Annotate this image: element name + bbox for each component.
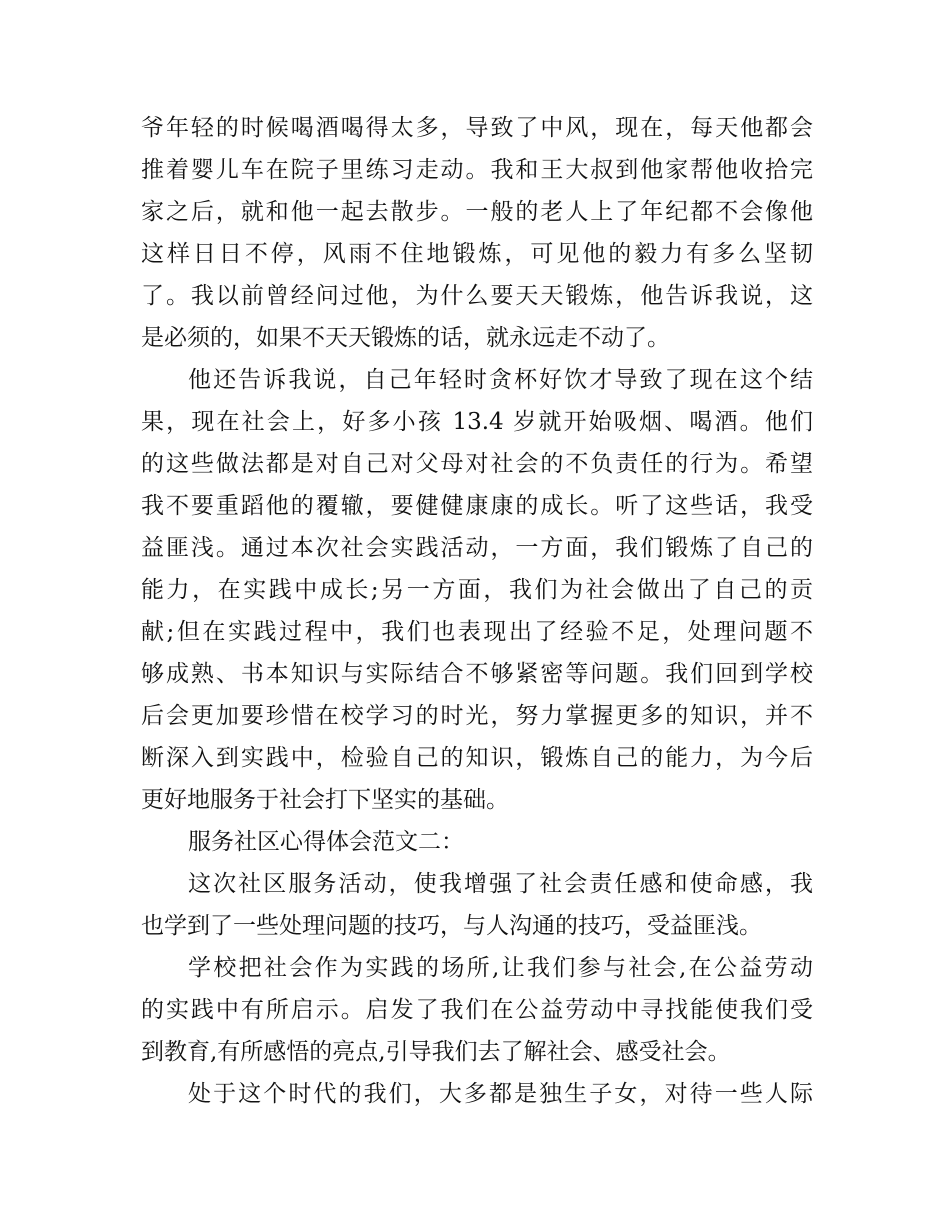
- text-line: 够成熟、书本知识与实际结合不够紧密等问题。我们回到学校: [141, 661, 813, 687]
- text-line: 学校把社会作为实践的场所,让我们参与社会,在公益劳动: [188, 955, 813, 981]
- text-line: 爷年轻的时候喝酒喝得太多，导致了中风，现在，每天他都会: [141, 115, 813, 141]
- text-line: 果，现在社会上，好多小孩 13.4 岁就开始吸烟、喝酒。他们: [141, 409, 813, 435]
- text-line: 了。我以前曾经问过他，为什么要天天锻炼，他告诉我说，这: [141, 283, 813, 309]
- text-line: 服务社区心得体会范文二：: [188, 829, 464, 855]
- text-line: 这样日日不停，风雨不住地锻炼，可见他的毅力有多么坚韧: [141, 241, 813, 267]
- text-line: 断深入到实践中，检验自己的知识，锻炼自己的能力，为今后: [141, 745, 813, 771]
- text-line: 能力，在实践中成长;另一方面，我们为社会做出了自己的贡: [141, 577, 813, 603]
- text-line: 我不要重蹈他的覆辙，要健健康康的成长。听了这些话，我受: [141, 493, 813, 519]
- text-line: 是必须的，如果不天天锻炼的话，就永远走不动了。: [141, 325, 670, 351]
- text-line: 后会更加要珍惜在校学习的时光，努力掌握更多的知识，并不: [141, 703, 813, 729]
- text-line: 也学到了一些处理问题的技巧，与人沟通的技巧，受益匪浅。: [141, 913, 762, 939]
- text-line: 家之后，就和他一起去散步。一般的老人上了年纪都不会像他: [141, 199, 813, 225]
- text-line: 益匪浅。通过本次社会实践活动，一方面，我们锻炼了自己的: [141, 535, 813, 561]
- text-line: 到教育,有所感悟的亮点,引导我们去了解社会、感受社会。: [141, 1039, 731, 1065]
- text-line: 的实践中有所启示。启发了我们在公益劳动中寻找能使我们受: [141, 997, 813, 1023]
- text-line: 这次社区服务活动，使我增强了社会责任感和使命感，我: [188, 871, 813, 897]
- document-body-text: [141, 107, 813, 1115]
- text-line: 更好地服务于社会打下坚实的基础。: [141, 787, 509, 813]
- text-line: 献;但在实践过程中，我们也表现出了经验不足，处理问题不: [141, 619, 813, 645]
- text-line: 处于这个时代的我们，大多都是独生子女，对待一些人际: [188, 1081, 813, 1107]
- text-line: 的这些做法都是对自己对父母对社会的不负责任的行为。希望: [141, 451, 813, 477]
- text-line: 他还告诉我说，自己年轻时贪杯好饮才导致了现在这个结: [188, 367, 813, 393]
- text-line: 推着婴儿车在院子里练习走动。我和王大叔到他家帮他收拾完: [141, 157, 813, 183]
